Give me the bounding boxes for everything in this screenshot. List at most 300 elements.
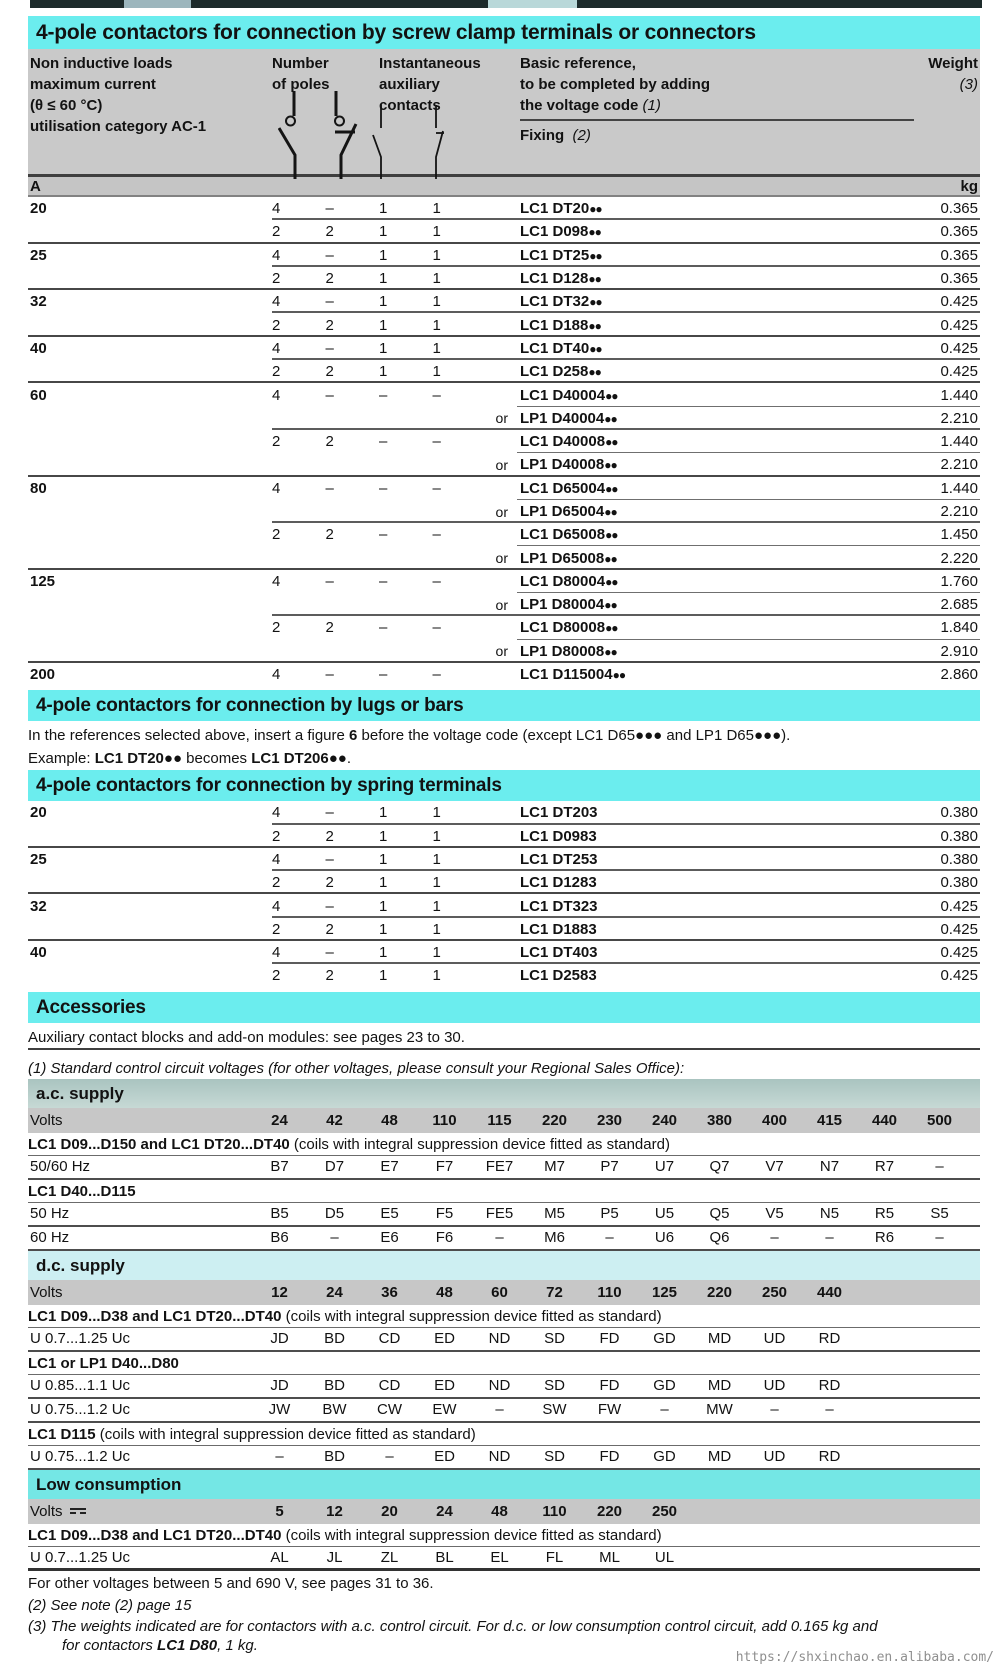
aux-no-value: – bbox=[379, 479, 388, 497]
aux-nc-contact-icon bbox=[426, 105, 446, 179]
or-label: or bbox=[495, 550, 508, 567]
contactor-row bbox=[28, 337, 980, 360]
contactor-row bbox=[28, 244, 980, 267]
voltage-code: GD bbox=[653, 1330, 676, 1348]
poles-value-2: 2 bbox=[325, 363, 334, 381]
voltage-code-row bbox=[28, 1156, 980, 1180]
voltage-code: FE7 bbox=[485, 1158, 514, 1176]
reference-text: LC1 DT323 bbox=[520, 897, 598, 915]
aux-no-value: 1 bbox=[379, 223, 388, 241]
voltage-code-dots: ●● bbox=[588, 318, 601, 333]
voltage-code: CD bbox=[378, 1377, 401, 1395]
poles-column-header: Number of poles bbox=[272, 55, 330, 93]
other-voltages-note: For other voltages between 5 and 690 V, see pages 31 to 36. bbox=[28, 1574, 434, 1592]
reference-cell bbox=[508, 340, 890, 357]
reference-cell bbox=[508, 526, 890, 543]
voltage-code-row bbox=[28, 1203, 980, 1227]
reference-text: LC1 D80008 bbox=[520, 619, 606, 637]
reference-cell bbox=[508, 480, 890, 497]
reference-cell bbox=[508, 874, 890, 891]
voltage-code: BL bbox=[435, 1548, 454, 1566]
voltage-code-dots: ●● bbox=[589, 202, 602, 217]
aux-no-value: – bbox=[379, 526, 388, 544]
load-column-header: Non inductive loads maximum current (θ ≤ 60 °C) utilisation category AC-1 bbox=[30, 55, 207, 135]
voltage-code: SD bbox=[544, 1377, 565, 1395]
voltage-code: GD bbox=[653, 1377, 676, 1395]
reference-cell bbox=[508, 643, 890, 660]
voltage-code: – bbox=[605, 1229, 614, 1247]
poles-value-1: 2 bbox=[272, 316, 281, 334]
voltage-code: F6 bbox=[435, 1229, 454, 1247]
voltage-code: V5 bbox=[765, 1205, 784, 1223]
table-column-headers bbox=[28, 49, 980, 174]
weight-value: 0.425 bbox=[940, 339, 978, 357]
weight-value: 0.425 bbox=[940, 897, 978, 915]
aux-no-value: 1 bbox=[379, 897, 388, 915]
reference-text: LC1 DT40 bbox=[520, 339, 590, 357]
voltage-row-label: U 0.85...1.1 Uc bbox=[30, 1377, 131, 1395]
weight-value: 1.840 bbox=[940, 619, 978, 637]
weight-value: 0.425 bbox=[940, 920, 978, 938]
supply-section-header bbox=[28, 1079, 980, 1108]
voltage-code: CW bbox=[377, 1401, 402, 1419]
voltage-code: N7 bbox=[819, 1158, 840, 1176]
voltage-code: ED bbox=[434, 1330, 455, 1348]
volts-value: 12 bbox=[271, 1283, 288, 1301]
contactor-row bbox=[28, 430, 980, 453]
aux-no-value: 1 bbox=[379, 967, 388, 985]
contactor-row bbox=[28, 546, 980, 569]
weight-value: 0.380 bbox=[940, 850, 978, 868]
aux-nc-value: – bbox=[432, 386, 441, 404]
pole-nc-contact-icon bbox=[328, 91, 360, 179]
weight-value: 0.425 bbox=[940, 316, 978, 334]
voltage-code: F7 bbox=[435, 1158, 454, 1176]
volts-label-text: Volts bbox=[30, 1111, 63, 1129]
voltage-row-label: 50 Hz bbox=[30, 1205, 70, 1223]
voltage-code: RD bbox=[818, 1448, 841, 1466]
voltage-code: – bbox=[770, 1401, 779, 1419]
contactor-row bbox=[28, 220, 980, 243]
poles-value-2: – bbox=[325, 897, 334, 915]
fixing-label: Fixing (2) bbox=[520, 127, 591, 144]
aux-nc-value: – bbox=[432, 619, 441, 637]
current-rating: 40 bbox=[30, 339, 47, 357]
voltage-code: D7 bbox=[324, 1158, 345, 1176]
reference-cell bbox=[508, 666, 890, 683]
volts-value: 440 bbox=[871, 1111, 898, 1129]
volts-value: 48 bbox=[491, 1502, 508, 1520]
voltage-code: EW bbox=[432, 1401, 457, 1419]
voltage-code: R5 bbox=[874, 1205, 895, 1223]
supply-section-title: Low consumption bbox=[36, 1474, 182, 1494]
aux-no-value: 1 bbox=[379, 944, 388, 962]
aux-no-value: – bbox=[379, 386, 388, 404]
voltage-code: CD bbox=[378, 1330, 401, 1348]
reference-cell bbox=[508, 270, 890, 287]
weight-value: 0.425 bbox=[940, 293, 978, 311]
voltage-code: FD bbox=[599, 1448, 620, 1466]
section-header-spring: 4-pole contactors for connection by spring terminals bbox=[28, 770, 980, 801]
volts-value: 230 bbox=[596, 1111, 623, 1129]
aux-nc-value: 1 bbox=[432, 897, 441, 915]
poles-value-2: – bbox=[325, 944, 334, 962]
voltage-code-row bbox=[28, 1328, 980, 1352]
weight-value: 0.425 bbox=[940, 944, 978, 962]
contactor-row bbox=[28, 640, 980, 663]
voltage-code: R6 bbox=[874, 1229, 895, 1247]
device-range-name: LC1 D40...D115 bbox=[28, 1182, 136, 1200]
voltage-code-dots: ●● bbox=[605, 574, 618, 589]
volts-value: 220 bbox=[541, 1111, 568, 1129]
contactor-row bbox=[28, 267, 980, 290]
voltage-code: – bbox=[935, 1229, 944, 1247]
aux-nc-value: 1 bbox=[432, 293, 441, 311]
poles-value-2: 2 bbox=[325, 967, 334, 985]
voltage-code: Q6 bbox=[709, 1229, 730, 1247]
volts-label bbox=[28, 1112, 252, 1129]
voltage-row-label: U 0.75...1.2 Uc bbox=[30, 1401, 131, 1419]
voltage-code: FL bbox=[545, 1548, 564, 1566]
voltage-code: – bbox=[495, 1229, 504, 1247]
weight-value: 0.365 bbox=[940, 270, 978, 288]
voltage-code: – bbox=[495, 1401, 504, 1419]
voltage-code: M6 bbox=[544, 1229, 565, 1247]
voltage-code: Q7 bbox=[709, 1158, 730, 1176]
voltage-code: U6 bbox=[654, 1229, 675, 1247]
volts-value: 24 bbox=[326, 1283, 343, 1301]
volts-value: 220 bbox=[596, 1502, 623, 1520]
voltage-code-row bbox=[28, 1399, 980, 1423]
aux-nc-value: 1 bbox=[432, 944, 441, 962]
reference-text: LC1 DT403 bbox=[520, 944, 598, 962]
reference-text: LC1 D098 bbox=[520, 223, 589, 241]
reference-cell bbox=[508, 410, 890, 427]
current-rating: 32 bbox=[30, 897, 47, 915]
reference-text: LP1 D65008 bbox=[520, 549, 605, 567]
voltage-code-dots: ●● bbox=[604, 505, 617, 519]
voltage-code: – bbox=[660, 1401, 669, 1419]
contactor-row bbox=[28, 801, 980, 824]
voltage-code: ND bbox=[488, 1330, 511, 1348]
voltage-code: M5 bbox=[544, 1205, 565, 1223]
reference-text: LC1 D65008 bbox=[520, 526, 606, 544]
volts-value: 24 bbox=[271, 1111, 288, 1129]
reference-text: LC1 D188 bbox=[520, 316, 589, 334]
contactor-row bbox=[28, 894, 980, 917]
poles-value-1: 4 bbox=[272, 479, 281, 497]
voltage-code: MD bbox=[707, 1377, 732, 1395]
footnote-ref-3: (3) bbox=[959, 76, 978, 93]
voltage-code-dots: ●● bbox=[588, 225, 601, 240]
weight-value: 0.380 bbox=[940, 804, 978, 822]
aux-no-value: 1 bbox=[379, 804, 388, 822]
aux-nc-value: 1 bbox=[432, 246, 441, 264]
voltage-code: N5 bbox=[819, 1205, 840, 1223]
voltage-code: EL bbox=[490, 1548, 509, 1566]
or-label: or bbox=[495, 503, 508, 520]
voltage-code-row bbox=[28, 1375, 980, 1399]
poles-value-2: – bbox=[325, 850, 334, 868]
aux-contacts-column-header: Instantaneous auxiliary contacts bbox=[379, 55, 481, 114]
footnote-2: (2) See note (2) page 15 bbox=[28, 1596, 192, 1614]
voltage-code: GD bbox=[653, 1448, 676, 1466]
current-rating: 125 bbox=[30, 572, 56, 590]
voltage-code-dots: ●● bbox=[589, 248, 602, 263]
section-header-screw-clamp bbox=[28, 16, 980, 49]
device-range-heading bbox=[28, 1133, 980, 1156]
contactor-row bbox=[28, 825, 980, 848]
top-edge-light-patch bbox=[488, 0, 577, 8]
voltage-code-dots: ●● bbox=[605, 621, 618, 636]
voltage-code-dots: ●● bbox=[604, 644, 617, 659]
reference-cell bbox=[508, 456, 890, 473]
voltage-code-dots: ●● bbox=[605, 528, 618, 543]
contactor-row bbox=[28, 290, 980, 313]
aux-nc-value: 1 bbox=[432, 804, 441, 822]
reference-text: LC1 DT20 bbox=[520, 200, 590, 218]
weight-value: 2.210 bbox=[940, 503, 978, 520]
weight-value: 2.220 bbox=[940, 549, 978, 567]
voltage-code: SD bbox=[544, 1448, 565, 1466]
volts-value: 42 bbox=[326, 1111, 343, 1129]
voltage-code: E5 bbox=[380, 1205, 399, 1223]
poles-value-1: 4 bbox=[272, 850, 281, 868]
voltage-code: B6 bbox=[270, 1229, 289, 1247]
section-header-accessories: Accessories bbox=[28, 992, 980, 1023]
reference-cell bbox=[508, 293, 890, 310]
volts-value: 110 bbox=[432, 1111, 457, 1129]
aux-no-value: 1 bbox=[379, 920, 388, 938]
voltage-code: ML bbox=[599, 1548, 620, 1566]
footnote-ref-2: (2) bbox=[572, 127, 591, 144]
reference-text: LC1 DT253 bbox=[520, 850, 598, 868]
contactor-row bbox=[28, 941, 980, 964]
voltage-code: MD bbox=[707, 1448, 732, 1466]
weight-value: 2.910 bbox=[940, 642, 978, 660]
footnote-3-line1: (3) The weights indicated are for contactors with a.c. control circuit. For d.c. or low consumption control circuit, add 0.165 kg and bbox=[28, 1617, 878, 1635]
current-unit: A bbox=[30, 177, 41, 195]
reference-cell bbox=[508, 596, 890, 613]
weight-value: 2.685 bbox=[940, 596, 978, 614]
volts-label-text: Volts bbox=[30, 1502, 63, 1520]
volts-value: 5 bbox=[275, 1502, 284, 1520]
voltage-code: BW bbox=[322, 1401, 347, 1419]
reference-cell bbox=[508, 223, 890, 240]
footnote-3-line2: for contactors LC1 D80, 1 kg. bbox=[62, 1636, 258, 1654]
poles-value-1: 2 bbox=[272, 270, 281, 288]
volts-value: 380 bbox=[706, 1111, 733, 1129]
voltage-code: P5 bbox=[600, 1205, 619, 1223]
voltage-row-label: U 0.75...1.2 Uc bbox=[30, 1448, 131, 1466]
reference-cell bbox=[508, 967, 890, 984]
poles-value-1: 4 bbox=[272, 572, 281, 590]
current-rating: 60 bbox=[30, 386, 47, 404]
voltage-code: UL bbox=[654, 1548, 675, 1566]
volts-header-row bbox=[28, 1280, 980, 1305]
section-header-lugs: 4-pole contactors for connection by lugs or bars bbox=[28, 690, 980, 721]
reference-text: LC1 D40004 bbox=[520, 386, 606, 404]
weight-value: 0.425 bbox=[940, 967, 978, 985]
voltage-code: RD bbox=[818, 1330, 841, 1348]
reference-text: LC1 D80004 bbox=[520, 572, 606, 590]
reference-cell bbox=[508, 247, 890, 264]
reference-text: LC1 DT203 bbox=[520, 804, 598, 822]
poles-value-2: 2 bbox=[325, 874, 334, 892]
voltage-code: RD bbox=[818, 1377, 841, 1395]
poles-value-2: 2 bbox=[325, 433, 334, 451]
reference-text: LC1 D1883 bbox=[520, 920, 597, 938]
reference-cell bbox=[508, 433, 890, 450]
contactor-row bbox=[28, 663, 980, 686]
weight-value: 0.380 bbox=[940, 827, 978, 845]
voltage-code: UD bbox=[763, 1448, 786, 1466]
poles-value-1: 2 bbox=[272, 526, 281, 544]
device-range-heading bbox=[28, 1180, 980, 1203]
voltage-code: MD bbox=[707, 1330, 732, 1348]
voltage-code: BD bbox=[324, 1330, 345, 1348]
voltage-code: FD bbox=[599, 1330, 620, 1348]
aux-nc-value: 1 bbox=[432, 920, 441, 938]
weight-value: 1.760 bbox=[940, 572, 978, 590]
voltage-code: R7 bbox=[874, 1158, 895, 1176]
reference-text: LC1 DT32 bbox=[520, 293, 590, 311]
device-range-name: LC1 D09...D150 and LC1 DT20...DT40 bbox=[28, 1135, 290, 1153]
reference-text: LC1 DT25 bbox=[520, 246, 590, 264]
volts-value: 36 bbox=[381, 1283, 398, 1301]
reference-text: LC1 D65004 bbox=[520, 479, 606, 497]
poles-value-2: 2 bbox=[325, 920, 334, 938]
contactor-row bbox=[28, 593, 980, 616]
voltage-code: – bbox=[275, 1448, 284, 1466]
aux-nc-value: 1 bbox=[432, 339, 441, 357]
volts-value: 415 bbox=[816, 1111, 843, 1129]
reference-cell bbox=[508, 363, 890, 380]
poles-value-2: – bbox=[325, 572, 334, 590]
voltage-code: M7 bbox=[544, 1158, 565, 1176]
device-range-heading bbox=[28, 1352, 980, 1375]
volts-value: 12 bbox=[326, 1502, 343, 1520]
voltage-code-dots: ●● bbox=[604, 458, 617, 473]
poles-value-2: 2 bbox=[325, 316, 334, 334]
contactor-row bbox=[28, 848, 980, 871]
aux-no-value: 1 bbox=[379, 246, 388, 264]
or-label: or bbox=[495, 643, 508, 660]
reference-text: LC1 D1283 bbox=[520, 874, 597, 892]
voltage-code: ED bbox=[434, 1448, 455, 1466]
poles-value-2: – bbox=[325, 804, 334, 822]
volts-value: 500 bbox=[926, 1111, 953, 1129]
weight-value: 2.210 bbox=[940, 409, 978, 427]
voltage-code: FE5 bbox=[485, 1205, 514, 1223]
supply-section-header bbox=[28, 1470, 980, 1499]
aux-nc-value: – bbox=[432, 666, 441, 684]
reference-text: LC1 D115004 bbox=[520, 666, 613, 684]
reference-text: LC1 D0983 bbox=[520, 827, 597, 845]
volts-value: 240 bbox=[651, 1111, 678, 1129]
reference-cell bbox=[508, 828, 890, 845]
voltage-code-tables bbox=[28, 1079, 980, 1571]
poles-value-2: 2 bbox=[325, 270, 334, 288]
poles-value-2: – bbox=[325, 386, 334, 404]
pole-no-contact-icon bbox=[278, 91, 308, 179]
aux-no-value: – bbox=[379, 619, 388, 637]
contactor-row bbox=[28, 360, 980, 383]
volts-value: 60 bbox=[491, 1283, 508, 1301]
voltage-code: – bbox=[935, 1158, 944, 1176]
weight-column-header: Weight (3) bbox=[928, 55, 978, 93]
aux-no-value: 1 bbox=[379, 293, 388, 311]
voltage-code-dots: ●● bbox=[588, 272, 601, 287]
poles-value-2: – bbox=[325, 339, 334, 357]
device-range-note: (coils with integral suppression device fitted as standard) bbox=[95, 1425, 476, 1443]
volts-value: 220 bbox=[706, 1283, 733, 1301]
aux-no-contact-icon bbox=[372, 105, 388, 179]
aux-nc-value: 1 bbox=[432, 967, 441, 985]
volts-value: 48 bbox=[381, 1111, 398, 1129]
current-rating: 32 bbox=[30, 293, 47, 311]
device-range-name: LC1 D09...D38 and LC1 DT20...DT40 bbox=[28, 1307, 282, 1325]
contactor-row bbox=[28, 383, 980, 406]
volts-value: 400 bbox=[761, 1111, 788, 1129]
aux-no-value: 1 bbox=[379, 270, 388, 288]
poles-value-1: 4 bbox=[272, 339, 281, 357]
reference-cell bbox=[508, 898, 890, 915]
voltage-code: UD bbox=[763, 1330, 786, 1348]
aux-nc-value: 1 bbox=[432, 223, 441, 241]
voltage-code: S5 bbox=[930, 1205, 949, 1223]
poles-value-1: 4 bbox=[272, 386, 281, 404]
poles-value-1: 4 bbox=[272, 246, 281, 264]
watermark-url: https://shxinchao.en.alibaba.com/ bbox=[735, 1650, 994, 1665]
reference-cell bbox=[508, 550, 890, 567]
voltage-code: FD bbox=[599, 1377, 620, 1395]
voltage-code: JD bbox=[270, 1330, 289, 1348]
aux-no-value: 1 bbox=[379, 363, 388, 381]
reference-text: LP1 D40004 bbox=[520, 409, 605, 427]
voltage-code: ED bbox=[434, 1377, 455, 1395]
top-edge-light-patch bbox=[124, 0, 191, 8]
lugs-note-1: In the references selected above, insert a figure 6 before the voltage code (except LC1 D65●●● and LP1 D65●●●). bbox=[28, 727, 791, 745]
aux-nc-value: – bbox=[432, 572, 441, 590]
reference-text: LC1 D2583 bbox=[520, 967, 597, 985]
voltage-code: – bbox=[330, 1229, 339, 1247]
poles-value-2: – bbox=[325, 293, 334, 311]
or-label: or bbox=[495, 596, 508, 613]
voltage-code-dots: ●● bbox=[604, 598, 617, 613]
voltage-code-dots: ●● bbox=[589, 295, 602, 310]
volts-header-row bbox=[28, 1108, 980, 1133]
volts-value: 250 bbox=[761, 1283, 788, 1301]
voltage-code: SW bbox=[542, 1401, 567, 1419]
aux-no-value: 1 bbox=[379, 850, 388, 868]
reference-text: LC1 D258 bbox=[520, 363, 589, 381]
contactor-row bbox=[28, 197, 980, 220]
poles-value-2: 2 bbox=[325, 827, 334, 845]
weight-value: 1.440 bbox=[940, 479, 978, 497]
reference-cell bbox=[508, 851, 890, 868]
aux-no-value: 1 bbox=[379, 874, 388, 892]
aux-nc-value: 1 bbox=[432, 874, 441, 892]
voltage-code: V7 bbox=[765, 1158, 784, 1176]
voltage-code-dots: ●● bbox=[605, 388, 618, 403]
aux-nc-value: 1 bbox=[432, 200, 441, 218]
contactor-row bbox=[28, 477, 980, 500]
volts-label bbox=[28, 1503, 252, 1520]
aux-no-value: – bbox=[379, 572, 388, 590]
voltage-code: F5 bbox=[435, 1205, 454, 1223]
poles-value-1: 2 bbox=[272, 827, 281, 845]
